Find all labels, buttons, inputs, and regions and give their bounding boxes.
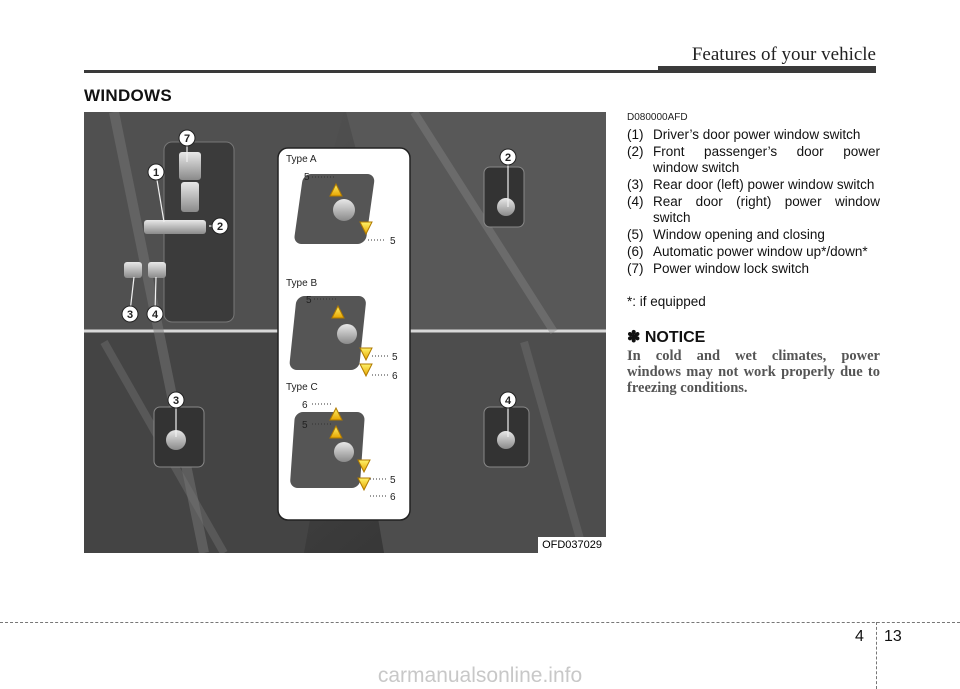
callout-7: 7	[183, 133, 191, 145]
callout-4a: 4	[151, 309, 159, 321]
page-number: 13	[884, 628, 902, 645]
figure-illustration	[84, 112, 606, 553]
type-b-label: Type B	[286, 278, 318, 289]
header-rule-accent	[658, 66, 876, 72]
list-item: (1) Driver’s door power window switch	[627, 127, 861, 142]
callout-2b: 2	[504, 152, 512, 164]
type-b-6-down: 6	[392, 371, 398, 382]
footnote: *: if equipped	[627, 294, 706, 309]
notice-body: In cold and wet climates, power windows may not work properly due to freezing conditions.	[627, 348, 880, 396]
page-header-title: Features of your vehicle	[691, 44, 876, 65]
section-title: WINDOWS	[84, 86, 173, 105]
figure-code: OFD037029	[538, 537, 606, 553]
type-a-label: Type A	[286, 154, 317, 165]
notice-title: ✽ NOTICE	[627, 329, 706, 346]
list-item: (7) Power window lock switch	[627, 261, 810, 276]
type-a-5-up: 5	[304, 172, 310, 183]
list-item: (5) Window opening and closing	[627, 227, 825, 242]
callout-3a: 3	[126, 309, 134, 321]
type-c-5-up: 5	[302, 420, 308, 431]
type-c-label: Type C	[286, 382, 318, 393]
callout-3b: 3	[172, 395, 180, 407]
list-item: (3) Rear door (left) power window switch	[627, 177, 875, 192]
watermark: carmanualsonline.info	[377, 664, 583, 687]
window-switch-figure	[84, 112, 606, 553]
type-c-6-down: 6	[390, 492, 396, 503]
switch-types-inset	[278, 148, 410, 520]
callout-4b: 4	[504, 395, 512, 407]
list-item: (4) Rear door (right) power window switch	[627, 194, 880, 225]
list-item: (2) Front passenger’s door power window switch	[627, 144, 880, 175]
type-b-5-down: 5	[392, 352, 398, 363]
list-item: (6) Automatic power window up*/down*	[627, 244, 868, 259]
chapter-number: 4	[855, 628, 864, 645]
type-c-6-up: 6	[302, 400, 308, 411]
type-a-5-down: 5	[390, 236, 396, 247]
type-b-5-up: 5	[306, 295, 312, 306]
document-code: D080000AFD	[627, 112, 688, 123]
component-list	[627, 127, 880, 278]
type-c-5-down: 5	[390, 475, 396, 486]
callout-1a: 1	[152, 167, 160, 179]
footer-rule	[0, 622, 960, 623]
callout-2a: 2	[216, 221, 224, 233]
